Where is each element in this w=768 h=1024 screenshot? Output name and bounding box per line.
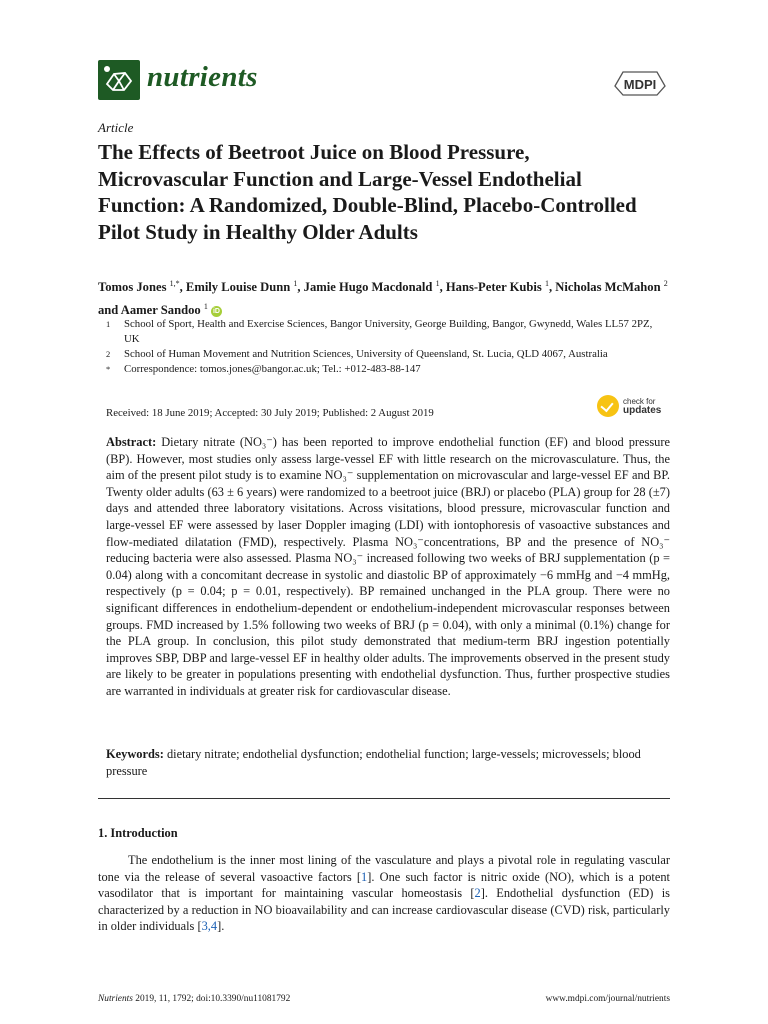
author-name[interactable]: Tomos Jones [98, 280, 167, 295]
footer-citation [98, 994, 290, 1004]
section-divider [98, 798, 670, 799]
check-updates-icon [597, 395, 619, 417]
journal-name: nutrients [147, 61, 258, 93]
check-updates-label [623, 397, 661, 415]
citation-link[interactable]: 3,4 [201, 919, 218, 934]
publication-dates: Received: 18 June 2019; Accepted: 30 July 2019; Published: 2 August 2019 [106, 407, 434, 419]
section-heading: 1. Introduction [98, 826, 178, 840]
check-updates-line2: updates [623, 405, 662, 416]
check-for-updates-button[interactable] [597, 395, 661, 417]
check-updates-line1: check for [623, 397, 656, 406]
affiliation-mark: * [106, 364, 111, 374]
keywords-label: Keywords: [106, 747, 164, 761]
affiliation-item [98, 317, 668, 347]
author-list: Tomos Jones $^{1,*}$, Emily Louise Dunn $^1$, Jamie Hugo Macdonald $^1$, Hans-Peter Kubis $^1$, Nicholas McMahon $^2$ and Aamer Sandoo $^1$ iD [98, 279, 668, 318]
affiliation-mark: 1 [106, 319, 111, 329]
journal-logo-icon [98, 60, 140, 100]
affiliation-mark: 2 [106, 349, 111, 359]
author-name[interactable]: Nicholas McMahon [555, 280, 661, 295]
orcid-icon[interactable]: iD [212, 308, 220, 316]
author-affiliation-mark: 1,* [169, 279, 180, 288]
abstract [106, 434, 670, 700]
introduction-paragraph [98, 852, 670, 935]
keywords-text: dietary nitrate; endothelial dysfunction; endothelial function; large-vessels; microvessels; blood pressure [106, 747, 641, 778]
affiliation-list [98, 317, 668, 377]
affiliation-text: School of Sport, Health and Exercise Sciences, Bangor University, George Building, Bangor, Gwynedd, Wales LL57 2PZ, UK [124, 318, 653, 345]
article-type: Article [98, 120, 134, 135]
author-name[interactable]: Jamie Hugo Macdonald [303, 280, 433, 295]
publisher-logo [611, 68, 669, 103]
correspondence-item [98, 362, 668, 377]
author-affiliation-mark: 1 [435, 279, 440, 288]
article-title: The Effects of Beetroot Juice on Blood Pressure, Microvascular Function and Large-Vessel Endothelial Function: A Randomized, Double-Blind, Placebo-Controlled Pilot Study in Healthy Older Adults [98, 140, 637, 244]
intro-text: ]. [217, 919, 225, 934]
affiliation-text: School of Human Movement and Nutrition Sciences, University of Queensland, St. Lucia, QLD 4067, Australia [124, 348, 608, 360]
publisher-name: MDPI [623, 77, 657, 92]
correspondence-text[interactable]: Correspondence: tomos.jones@bangor.ac.uk; Tel.: +012-483-88-147 [124, 363, 421, 375]
author-affiliation-mark: 1 [293, 279, 298, 288]
abstract-label: Abstract: [106, 435, 157, 449]
author-affiliation-mark: 1 [203, 302, 208, 312]
intro-text: ]. One such factor is nitric oxide (NO), which is a potent vasodilator that is important for maintaining vascular homeostasis [ [98, 869, 670, 901]
abstract-text: Dietary nitrate (NO₃⁻) has been reported to improve endothelial function (EF) and blood pressure (BP). However, most studies only assess large-vessel EF with little research on the microvasculature. Thus, the aim of the present pilot study is to examine NO₃⁻ supplementation on microvascular and large-vessel EF and BP. Twenty older adults (63 ± 6 years) were randomized to a beetroot juice (BRJ) or placebo (PLA) group for 28 (±7) days and attended three laboratory visitations. Across visitations, blood pressure, microvascular function and large-vessel EF were assessed by laser Doppler imaging (LDI) with iontophoresis of vasoactive substances and flow-mediated dilatation (FMD), respectively. Plasma NO₃⁻concentrations, BP and the presence of NO₃⁻ reducing bacteria were also assessed. Plasma NO₃⁻ increased following two weeks of BRJ supplementation (p = 0.04) along with a concomitant decrease in systolic and diastolic BP of approximately −6 mmHg and −4 mmHg, respectively (p = 0.04; p = 0.01, respectively). BP remained unchanged in the PLA group. There were no significant differences in endothelium-dependent or endothelium-independent microvascular responses between groups. FMD increased by 1.5% following two weeks of BRJ (p = 0.04), with only a minimal (0.1%) change for the PLA group. In conclusion, this pilot study demonstrated that medium-term BRJ ingestion potentially improves SBP, DBP and large-vessel EF in healthy older adults. The improvements observed in the present study are likely to be greater in populations presenting with endothelial dysfunction. Thus, further prospective studies are warranted in individuals at greater risk for cardiovascular disease. [106, 435, 670, 698]
author-name[interactable]: Emily Louise Dunn [185, 280, 291, 295]
citation-link[interactable]: 1 [361, 869, 368, 884]
affiliation-item [98, 347, 668, 362]
author-conjunction: and [98, 303, 119, 318]
footer-journal: Nutrients [98, 994, 133, 1004]
footer-url[interactable]: www.mdpi.com/journal/nutrients [545, 994, 670, 1004]
citation-link[interactable]: 2 [474, 886, 481, 901]
intro-text: ]. Endothelial dysfunction (ED) is characterized by a reduction in NO bioavailability and can increase cardiovascular disease (CVD) risk, particularly in older individuals [ [98, 886, 670, 934]
author-name[interactable]: Aamer Sandoo [120, 303, 201, 318]
author-affiliation-mark: 1 [545, 279, 549, 288]
footer-citation-text: 2019, 11, 1792; doi:10.3390/nu11081792 [132, 994, 291, 1004]
author-name[interactable]: Hans-Peter Kubis [445, 280, 542, 295]
author-affiliation-mark: 2 [663, 279, 668, 288]
intro-text: The endothelium is the inner most lining of the vasculature and plays a pivotal role in regulating vascular tone via the release of several vasoactive factors [ [98, 853, 670, 884]
keywords [106, 746, 670, 779]
